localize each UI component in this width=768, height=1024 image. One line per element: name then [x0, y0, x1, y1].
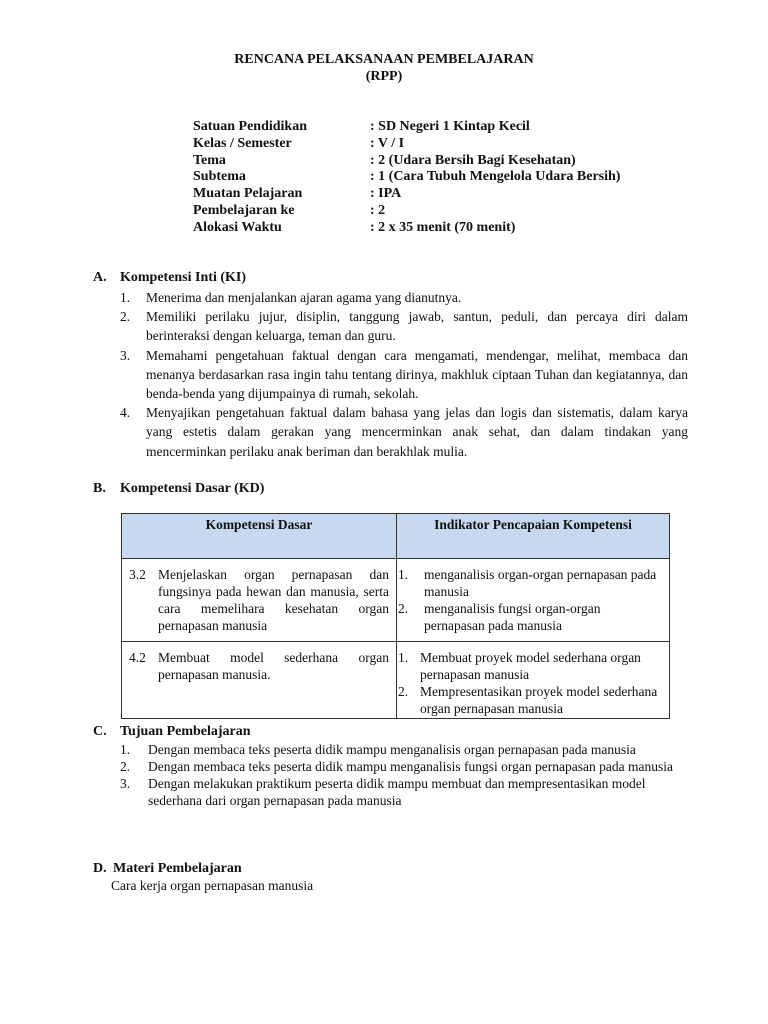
info-row-muatan	[193, 186, 620, 203]
info-value: : 2	[370, 202, 386, 218]
indicator-text: menganalisis organ-organ pernapasan pada manusia	[424, 567, 657, 599]
info-label: Alokasi Waktu	[193, 219, 282, 235]
info-value: : 2 x 35 menit (70 menit)	[370, 219, 516, 235]
indicator-item	[398, 649, 664, 683]
info-row-subtema	[193, 169, 620, 186]
document-subtitle: (RPP)	[365, 69, 403, 84]
section-b-heading	[93, 481, 264, 497]
ki-item	[120, 346, 688, 404]
kd-number: 3.2	[129, 567, 146, 582]
identity-block	[193, 119, 620, 237]
item-number: 1.	[120, 742, 131, 757]
indicator-item	[398, 566, 664, 600]
section-title: Kompetensi Inti (KI)	[120, 270, 246, 285]
info-row-pembelajaran	[193, 203, 620, 220]
info-row-tema	[193, 153, 620, 170]
info-label: Kelas / Semester	[193, 135, 292, 151]
item-number: 2.	[120, 309, 131, 325]
ki-item	[120, 288, 688, 307]
indicator-list	[398, 560, 668, 634]
section-d-heading	[93, 861, 242, 877]
kd-cell	[122, 559, 397, 642]
item-number: 3.	[120, 347, 131, 363]
ki-item	[120, 307, 688, 345]
info-row-alokasi	[193, 220, 620, 237]
ki-list	[120, 288, 688, 461]
section-c-heading	[93, 724, 251, 740]
info-value: : 2 (Udara Bersih Bagi Kesehatan)	[370, 152, 576, 168]
indicator-number: 2.	[398, 684, 409, 699]
info-value: : SD Negeri 1 Kintap Kecil	[370, 119, 530, 134]
kd-text: Membuat model sederhana organ pernapasan manusia.	[158, 650, 389, 682]
tujuan-item	[120, 775, 700, 809]
info-label: Subtema	[193, 169, 246, 185]
indicator-text: Membuat proyek model sederhana organ pernapasan manusia	[420, 650, 641, 682]
kd-header-kompetensi: Kompetensi Dasar	[122, 514, 397, 559]
item-number: 1.	[120, 290, 131, 305]
item-text: Menyajikan pengetahuan faktual dalam bahasa yang jelas dan logis dan sistematis, dalam karya yang estetis dalam gerakan yang mencerminkan anak sehat, dan dalam tindakan yang mencerminkan perilaku anak beriman dan berakhlak mulia.	[146, 405, 688, 459]
indicator-item	[398, 683, 664, 717]
section-letter: C.	[93, 724, 107, 739]
info-label: Satuan Pendidikan	[193, 119, 307, 134]
section-title: Tujuan Pembelajaran	[120, 724, 251, 739]
section-letter: D.	[93, 861, 107, 876]
item-number: 3.	[120, 776, 131, 791]
info-value: : V / I	[370, 135, 405, 151]
kd-entry	[123, 560, 395, 636]
indicator-cell	[397, 642, 670, 719]
section-title: Kompetensi Dasar (KD)	[120, 481, 265, 496]
kd-table-header-row	[122, 514, 670, 559]
table-row	[122, 642, 670, 719]
kd-text: Menjelaskan organ pernapasan dan fungsinya pada hewan dan manusia, serta cara memelihara kesehatan organ pernapasan manusia	[158, 567, 389, 633]
section-letter: B.	[93, 481, 106, 496]
section-a-heading	[93, 270, 246, 286]
section-title: Materi Pembelajaran	[113, 861, 242, 876]
info-value: : IPA	[370, 186, 402, 202]
item-text: Menerima dan menjalankan ajaran agama yang dianutnya.	[146, 290, 462, 305]
item-text: Dengan membaca teks peserta didik mampu menganalisis organ pernapasan pada manusia	[148, 742, 636, 757]
kd-number: 4.2	[129, 650, 146, 665]
info-row-kelas	[193, 136, 620, 153]
indicator-list	[398, 643, 668, 717]
ki-item	[120, 403, 688, 461]
kd-entry	[123, 643, 395, 685]
kd-header-indikator: Indikator Pencapaian Kompetensi	[397, 514, 670, 559]
indicator-cell	[397, 559, 670, 642]
info-label: Muatan Pelajaran	[193, 186, 303, 202]
kd-cell	[122, 642, 397, 719]
info-label: Pembelajaran ke	[193, 202, 295, 218]
item-text: Memahami pengetahuan faktual dengan cara mengamati, mendengar, melihat, membaca dan menanya berdasarkan rasa ingin tahu tentang dirinya, makhluk ciptaan Tuhan dan kegiatannya, dan benda-benda yang dijumpainya di rumah, sekolah.	[146, 347, 688, 402]
item-text: Dengan melakukan praktikum peserta didik mampu membuat dan mempresentasikan model sederhana dari organ pernapasan pada manusia	[148, 776, 646, 808]
indicator-number: 1.	[398, 650, 409, 665]
info-value: : 1 (Cara Tubuh Mengelola Udara Bersih)	[370, 169, 621, 185]
table-row	[122, 559, 670, 642]
item-text: Dengan membaca teks peserta didik mampu menganalisis fungsi organ pernapasan pada manusia	[148, 759, 673, 774]
document-title: RENCANA PELAKSANAAN PEMBELAJARAN	[234, 52, 534, 67]
kd-table	[121, 513, 670, 719]
tujuan-list	[120, 741, 700, 809]
indicator-number: 1.	[398, 567, 409, 582]
indicator-text: Mempresentasikan proyek model sederhana organ pernapasan manusia	[420, 684, 658, 716]
tujuan-item	[120, 758, 700, 775]
item-text: Memiliki perilaku jujur, disiplin, tanggung jawab, santun, peduli, dan percaya diri dalam berinteraksi dengan keluarga, teman dan guru.	[146, 309, 688, 344]
materi-text: Cara kerja organ pernapasan manusia	[111, 878, 314, 893]
indicator-number: 2.	[398, 601, 409, 616]
indicator-item	[398, 600, 664, 634]
info-row-satuan	[193, 119, 620, 136]
item-number: 2.	[120, 759, 131, 774]
tujuan-item	[120, 741, 700, 758]
info-label: Tema	[193, 152, 226, 168]
item-number: 4.	[120, 405, 131, 421]
section-letter: A.	[93, 270, 107, 285]
indicator-text: menganalisis fungsi organ-organ pernapasan pada manusia	[424, 601, 601, 633]
